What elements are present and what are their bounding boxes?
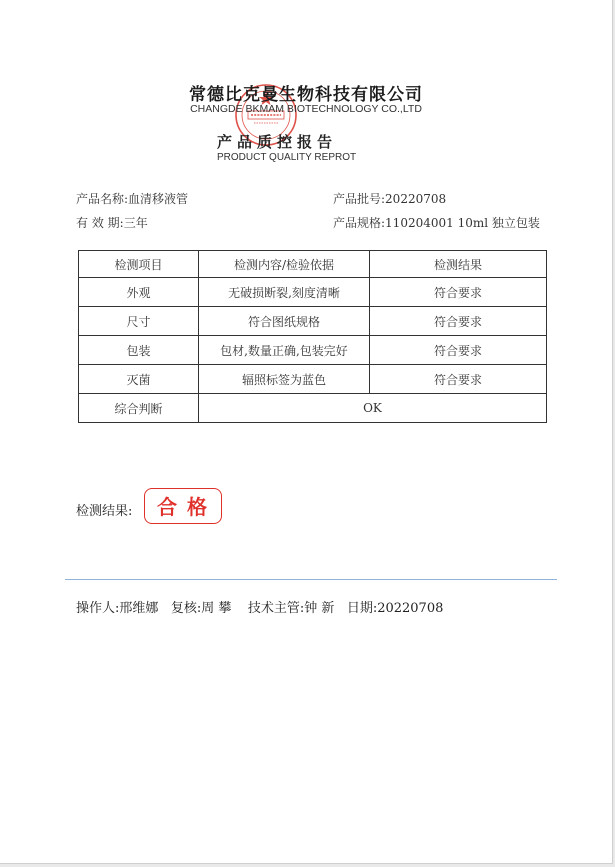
table-cell: 符合要求 [370, 278, 547, 307]
reviewer-name: 周 攀 [201, 601, 232, 616]
table-cell: 符合要求 [370, 307, 547, 336]
spec-value: 110204001 10ml 独立包装 [385, 216, 540, 230]
validity-label: 有 效 期: [76, 216, 124, 230]
spec-row [333, 214, 540, 231]
product-name-row [76, 190, 188, 207]
signoff-line [76, 597, 443, 616]
product-name-value: 血清移液管 [128, 192, 189, 206]
table-cell: 符合要求 [370, 365, 547, 394]
divider [65, 579, 557, 580]
company-name-cn: 常德比克曼生物科技有限公司 [189, 85, 423, 105]
date-value: 20220708 [377, 601, 444, 616]
table-cell: 灭菌 [79, 365, 199, 394]
validity-row [76, 214, 148, 231]
operator-label: 操作人: [76, 601, 120, 616]
table-cell: 符合图纸规格 [199, 307, 370, 336]
column-header: 检测内容/检验依据 [199, 251, 370, 278]
table-row [79, 278, 547, 307]
table-row [79, 307, 547, 336]
report-title-cn: 产品质控报告 [217, 133, 338, 151]
product-name-label: 产品名称: [76, 192, 129, 206]
table-row [79, 336, 547, 365]
spec-label: 产品规格: [333, 216, 386, 230]
table-cell: 符合要求 [370, 336, 547, 365]
result-label: 检测结果: [76, 504, 133, 519]
table-cell: 外观 [79, 278, 199, 307]
table-header-row [79, 251, 547, 278]
column-header: 检测项目 [79, 251, 199, 278]
table-cell: 尺寸 [79, 307, 199, 336]
table-cell: 无破损断裂,刻度清晰 [199, 278, 370, 307]
batch-row [333, 190, 446, 207]
validity-value: 三年 [123, 216, 148, 230]
summary-label: 综合判断 [79, 394, 199, 423]
inspection-table [78, 250, 547, 423]
table-cell: 辐照标签为蓝色 [199, 365, 370, 394]
date-label: 日期: [346, 601, 378, 616]
pass-stamp: 合格 [144, 488, 222, 524]
reviewer-label: 复核: [170, 601, 202, 616]
supervisor-label: 技术主管: [247, 601, 305, 616]
batch-value: 20220708 [385, 192, 447, 206]
summary-value: OK [199, 394, 547, 423]
report-title-en: PRODUCT QUALITY REPROT [217, 152, 357, 163]
summary-row [79, 394, 547, 423]
operator-name: 邢维娜 [119, 601, 159, 616]
column-header: 检测结果 [370, 251, 547, 278]
table-row [79, 365, 547, 394]
supervisor-name: 钟 新 [304, 601, 335, 616]
company-name-en: CHANGDE BKMAM BIOTECHNOLOGY CO.,LTD [190, 103, 422, 115]
table-cell: 包材,数量正确,包装完好 [199, 336, 370, 365]
table-cell: 包装 [79, 336, 199, 365]
batch-label: 产品批号: [333, 192, 386, 206]
